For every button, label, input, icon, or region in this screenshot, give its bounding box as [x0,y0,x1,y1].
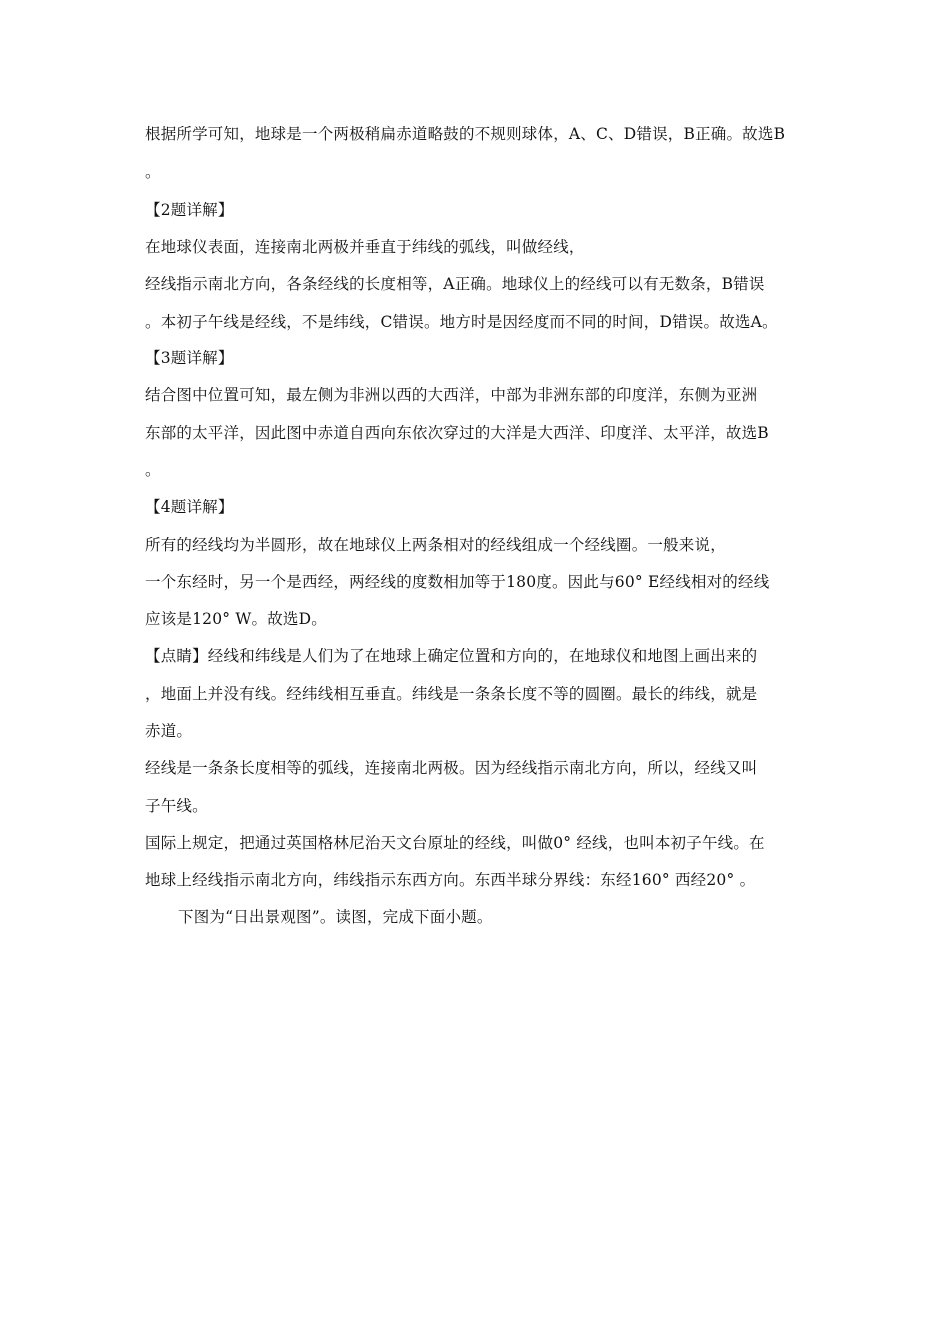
tip-text-line-2: ，地面上并没有线。经纬线相互垂直。纬线是一条条长度不等的圆圈。最长的纬线，就是 [145,685,758,703]
answer-3-continuation: 。 [145,461,161,479]
next-question-intro: 下图为“日出景观图”。读图，完成下面小题。 [178,908,493,926]
answer-3-text-line-1: 结合图中位置可知，最左侧为非洲以西的大西洋，中部为非洲东部的印度洋，东侧为亚洲 [145,386,758,404]
answer-4-text-line-1: 所有的经线均为半圆形，故在地球仪上两条相对的经线组成一个经线圈。一般来说， [145,536,726,554]
section-heading-3: 【3题详解】 [145,349,234,367]
answer-4-text-line-3: 应该是120° W。故选D。 [145,610,327,628]
tip-text-line-3: 赤道。 [145,722,193,740]
answer-4-text-line-2: 一个东经时，另一个是西经，两经线的度数相加等于180度。因此与60° E经线相对的经线 [145,573,770,591]
tip-text-line-1: 【点睛】经线和纬线是人们为了在地球上确定位置和方向的，在地球仪和地图上画出来的 [145,647,758,665]
answer-1-text: 根据所学可知，地球是一个两极稍扁赤道略鼓的不规则球体，A、C、D错误，B正确。故选B [145,125,786,143]
answer-2-text-line-3: 。本初子午线是经线，不是纬线，C错误。地方时是因经度而不同的时间，D错误。故选A。 [145,313,778,331]
answer-1-continuation: 。 [145,163,161,181]
answer-3-text-line-2: 东部的太平洋，因此图中赤道自西向东依次穿过的大洋是大西洋、印度洋、太平洋，故选B [145,424,769,442]
section-heading-2: 【2题详解】 [145,201,234,219]
tip-text-line-4: 经线是一条条长度相等的弧线，连接南北两极。因为经线指示南北方向，所以，经线又叫 [145,759,758,777]
tip-text-line-5: 子午线。 [145,797,208,815]
section-heading-4: 【4题详解】 [145,498,234,516]
tip-text-line-6: 国际上规定，把通过英国格林尼治天文台原址的经线，叫做0° 经线，也叫本初子午线。在 [145,834,765,852]
answer-2-text-line-1: 在地球仪表面，连接南北两极并垂直于纬线的弧线，叫做经线， [145,238,585,256]
tip-text-line-7: 地球上经线指示南北方向，纬线指示东西方向。东西半球分界线：东经160° 西经20° 。 [145,871,756,889]
answer-2-text-line-2: 经线指示南北方向，各条经线的长度相等，A正确。地球仪上的经线可以有无数条，B错误 [145,275,765,293]
